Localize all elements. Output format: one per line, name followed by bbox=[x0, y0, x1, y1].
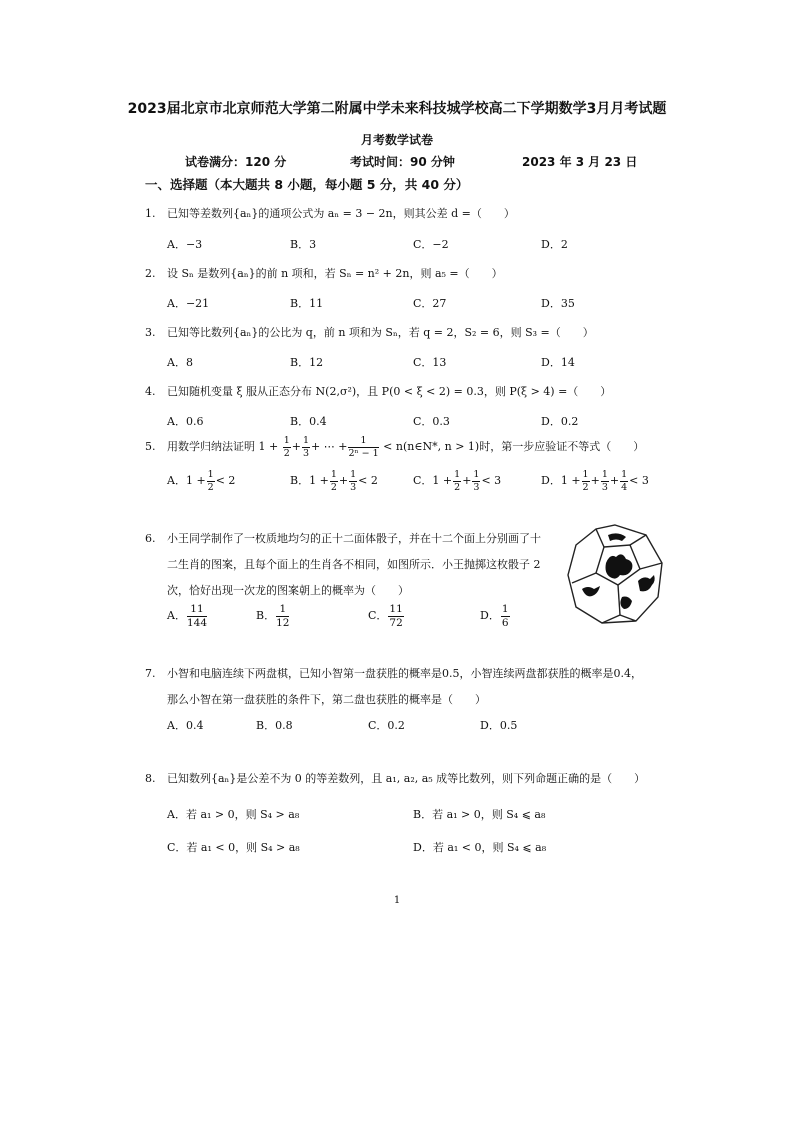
question-number: 3. bbox=[145, 326, 156, 339]
q7-option-b: B．0.8 bbox=[256, 719, 293, 732]
q1-option-c: C．−2 bbox=[413, 238, 449, 251]
q8-option-c: C．若 a₁ < 0，则 S₄ > a₈ bbox=[167, 841, 300, 854]
q1-option-d: D．2 bbox=[541, 238, 568, 251]
question-text: 小智和电脑连续下两盘棋，已知小智第一盘获胜的概率是0.5，小智连续两盘都获胜的概率是0.4， bbox=[167, 667, 642, 680]
question-number: 2. bbox=[145, 267, 156, 280]
question-text: 已知随机变量 ξ 服从正态分布 N(2,σ²)，且 P(0 < ξ < 2) = 0.3，则 P(ξ > 4) =（ ） bbox=[167, 385, 612, 398]
q4-option-b: B．0.4 bbox=[290, 415, 327, 428]
q2-option-a: A．−21 bbox=[167, 297, 210, 310]
q4-option-c: C．0.3 bbox=[413, 415, 450, 428]
q4-option-d: D．0.2 bbox=[541, 415, 579, 428]
q2-option-b: B．11 bbox=[290, 297, 324, 310]
question-text: 已知数列{aₙ}是公差不为 0 的等差数列，且 a₁, a₂, a₅ 成等比数列，则下列命题正确的是（ ） bbox=[167, 772, 646, 785]
question-3 bbox=[145, 324, 594, 340]
question-2 bbox=[145, 265, 503, 281]
q3-option-d: D．14 bbox=[541, 356, 575, 369]
q4-option-a: A．0.6 bbox=[167, 415, 204, 428]
question-6-line-2: 二生肖的图案，且每个面上的生肖各不相同，如图所示．小王抛掷这枚骰子 2 bbox=[167, 558, 541, 571]
q8-option-b: B．若 a₁ > 0，则 S₄ ⩽ a₈ bbox=[413, 808, 546, 821]
question-7 bbox=[145, 665, 642, 681]
fraction: $\frac{1}{2}$ bbox=[283, 435, 290, 459]
exam-subtitle: 月考数学试卷 bbox=[360, 133, 433, 147]
q8-option-d: D．若 a₁ < 0，则 S₄ ⩽ a₈ bbox=[413, 841, 547, 854]
exam-date: 2023 年 3 月 23 日 bbox=[522, 155, 638, 169]
q7-option-c: C．0.2 bbox=[368, 719, 405, 732]
cat-figure bbox=[606, 554, 633, 578]
horse-figure bbox=[638, 575, 655, 591]
q6-option-c: C． $\frac{11}{72}$ bbox=[368, 603, 403, 629]
q5-option-a: A．1 + $\frac{1}{2}$ < 2 bbox=[167, 469, 236, 493]
q6-option-b: B． $\frac{1}{12}$ bbox=[256, 603, 290, 629]
dodecahedron-dice-image bbox=[566, 523, 664, 627]
question-text: 已知等差数列{aₙ}的通项公式为 aₙ = 3 − 2n，则其公差 d =（ ） bbox=[167, 207, 515, 220]
question-text: 已知等比数列{aₙ}的公比为 q，前 n 项和为 Sₙ，若 q = 2，S₂ = 6，则 S₃ =（ ） bbox=[167, 326, 594, 339]
question-7-line-2: 那么小智在第一盘获胜的条件下，第二盘也获胜的概率是（ ） bbox=[167, 693, 486, 706]
question-text-post: < n(n∈N*, n > 1)时，第一步应验证不等式（ ） bbox=[383, 440, 645, 453]
question-number: 1. bbox=[145, 207, 156, 220]
q3-option-c: C．13 bbox=[413, 356, 447, 369]
dragon-figure bbox=[608, 533, 626, 541]
q2-option-d: D．35 bbox=[541, 297, 575, 310]
page-number: 1 bbox=[393, 895, 401, 906]
exam-title: 2023届北京市北京师范大学第二附属中学未来科技城学校高二下学期数学3月月考试题 bbox=[127, 101, 667, 117]
full-score: 试卷满分：120 分 bbox=[185, 155, 287, 169]
question-number: 8. bbox=[145, 772, 156, 785]
q1-option-a: A．−3 bbox=[167, 238, 203, 251]
question-number: 5. bbox=[145, 440, 156, 453]
question-text: 小王同学制作了一枚质地均匀的正十二面体骰子，并在十二个面上分别画了十 bbox=[167, 532, 541, 545]
question-8 bbox=[145, 770, 645, 786]
question-5: 5. 用数学归纳法证明 1 + $\frac{1}{2}$ + $\frac{1}{3}$ + ⋯ + $\frac{1}{\text{2ⁿ − 1}}$ < n(n∈N*, n > 1)时，第一步应验证不等式（ ） bbox=[145, 435, 645, 459]
q5-option-c: C．1 + $\frac{1}{2}$ + $\frac{1}{3}$ < 3 bbox=[413, 469, 502, 493]
question-number: 6. bbox=[145, 532, 156, 545]
question-text-pre: 用数学归纳法证明 1 + bbox=[167, 440, 279, 453]
q2-option-c: C．27 bbox=[413, 297, 447, 310]
question-4 bbox=[145, 383, 611, 399]
question-6 bbox=[145, 530, 541, 546]
fraction: $\frac{1}{\text{2ⁿ − 1}}$ bbox=[348, 435, 379, 459]
q6-option-a: A． $\frac{11}{144}$ bbox=[167, 603, 207, 629]
q6-option-d: D． $\frac{1}{6}$ bbox=[480, 603, 509, 629]
question-text: 设 Sₙ 是数列{aₙ}的前 n 项和，若 Sₙ = n² + 2n，则 a₅ =（ ） bbox=[167, 267, 503, 280]
q3-option-a: A．8 bbox=[167, 356, 193, 369]
fraction: $\frac{1}{3}$ bbox=[302, 435, 310, 459]
question-1 bbox=[145, 205, 515, 221]
question-number: 4. bbox=[145, 385, 156, 398]
animal-figure-left bbox=[582, 586, 600, 596]
question-number: 7. bbox=[145, 667, 156, 680]
section-heading: 一、选择题（本大题共 8 小题，每小题 5 分，共 40 分） bbox=[145, 177, 469, 192]
q5-option-d: D．1 + $\frac{1}{2}$ + $\frac{1}{3}$ + $\frac{1}{4}$ < 3 bbox=[541, 469, 649, 493]
q5-option-b: B．1 + $\frac{1}{2}$ + $\frac{1}{3}$ < 2 bbox=[290, 469, 378, 493]
q1-option-b: B．3 bbox=[290, 238, 317, 251]
q7-option-d: D．0.5 bbox=[480, 719, 518, 732]
rat-figure bbox=[620, 597, 632, 610]
q3-option-b: B．12 bbox=[290, 356, 324, 369]
q7-option-a: A．0.4 bbox=[167, 719, 204, 732]
q8-option-a: A．若 a₁ > 0，则 S₄ > a₈ bbox=[167, 808, 300, 821]
exam-time: 考试时间：90 分钟 bbox=[350, 155, 455, 169]
question-6-line-3: 次，恰好出现一次龙的图案朝上的概率为（ ） bbox=[167, 584, 409, 597]
